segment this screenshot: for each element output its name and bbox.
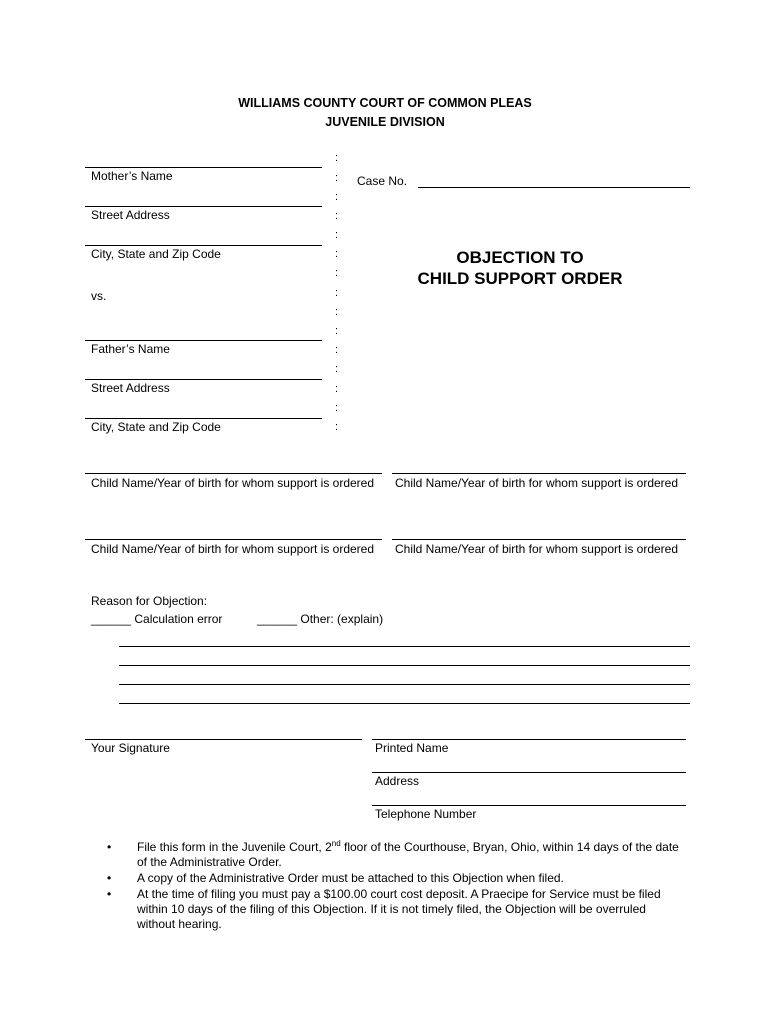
instruction-text-1b: floor of the Courthouse, Bryan, Ohio, within 14 days of the date of the Administrative Order.	[137, 840, 679, 869]
explain-line-1[interactable]	[119, 646, 690, 647]
instruction-text-1a: File this form in the Juvenile Court, 2	[137, 840, 332, 854]
street-address-label-2: Street Address	[91, 381, 170, 395]
city-state-zip-line-2[interactable]	[85, 418, 322, 419]
other-explain-option[interactable]: ______ Other: (explain)	[257, 612, 384, 626]
child-line-1[interactable]	[85, 473, 382, 474]
doc-title-line1: OBJECTION TO	[456, 248, 584, 267]
doc-title-line2: CHILD SUPPORT ORDER	[417, 269, 623, 288]
address-label: Address	[375, 774, 420, 788]
colon: :	[335, 402, 339, 414]
child-line-3[interactable]	[85, 539, 382, 540]
explain-line-2[interactable]	[119, 665, 690, 666]
instruction-item	[107, 871, 682, 886]
reason-label: Reason for Objection:	[91, 594, 208, 608]
case-no-line[interactable]	[418, 187, 690, 188]
colon: :	[335, 267, 339, 279]
child-line-2[interactable]	[392, 473, 686, 474]
child-label-2: Child Name/Year of birth for whom support is ordered	[395, 476, 679, 490]
instruction-text-3: At the time of filing you must pay a $100.00 court cost deposit. A Praecipe for Service must be filed within 10 days of the filing of this Objection. If it is not timely filed, the Objection will be overruled without hearing.	[137, 887, 661, 931]
colon: :	[335, 363, 339, 375]
case-no-label: Case No.	[357, 174, 408, 188]
division-title: JUVENILE DIVISION	[325, 115, 445, 129]
colon: :	[335, 383, 339, 395]
child-label-4: Child Name/Year of birth for whom support is ordered	[395, 542, 679, 556]
bullet-icon: •	[107, 840, 112, 854]
fathers-name-line[interactable]	[85, 340, 322, 341]
street-address-line-2[interactable]	[85, 379, 322, 380]
colon: :	[335, 287, 339, 299]
bullet-icon: •	[107, 871, 112, 885]
child-label-3: Child Name/Year of birth for whom support is ordered	[91, 542, 375, 556]
bullet-icon: •	[107, 887, 112, 901]
colon: :	[335, 191, 339, 203]
colon: :	[335, 344, 339, 356]
street-address-line-1[interactable]	[85, 206, 322, 207]
address-line[interactable]	[372, 772, 686, 773]
your-signature-label: Your Signature	[91, 741, 170, 755]
colon: :	[335, 172, 339, 184]
colon: :	[335, 210, 339, 222]
fathers-name-label: Father’s Name	[91, 342, 170, 356]
explain-line-3[interactable]	[119, 684, 690, 685]
city-state-zip-label-2: City, State and Zip Code	[91, 420, 221, 434]
street-address-label-1: Street Address	[91, 208, 170, 222]
instruction-item	[107, 887, 682, 932]
city-state-zip-label-1: City, State and Zip Code	[91, 247, 221, 261]
telephone-label: Telephone Number	[375, 807, 477, 821]
filing-instructions-list	[107, 840, 682, 933]
child-line-4[interactable]	[392, 539, 686, 540]
instruction-text-2: A copy of the Administrative Order must be attached to this Objection when filed.	[137, 871, 564, 885]
instruction-item	[107, 840, 682, 870]
telephone-line[interactable]	[372, 805, 686, 806]
colon: :	[335, 325, 339, 337]
colon: :	[335, 229, 339, 241]
city-state-zip-line-1[interactable]	[85, 245, 322, 246]
mothers-name-line[interactable]	[85, 167, 322, 168]
mothers-name-label: Mother’s Name	[91, 169, 173, 183]
calculation-error-option[interactable]: ______ Calculation error	[91, 612, 223, 626]
colon: :	[335, 421, 339, 433]
colon: :	[335, 152, 339, 164]
child-label-1: Child Name/Year of birth for whom support is ordered	[91, 476, 375, 490]
printed-name-label: Printed Name	[375, 741, 449, 755]
court-title: WILLIAMS COUNTY COURT OF COMMON PLEAS	[238, 96, 532, 110]
colon: :	[335, 306, 339, 318]
instruction-text-1-sup: nd	[331, 839, 341, 848]
printed-name-line[interactable]	[372, 739, 686, 740]
signature-line[interactable]	[85, 739, 362, 740]
explain-line-4[interactable]	[119, 703, 690, 704]
colon: :	[335, 248, 339, 260]
vs-label: vs.	[91, 289, 107, 303]
